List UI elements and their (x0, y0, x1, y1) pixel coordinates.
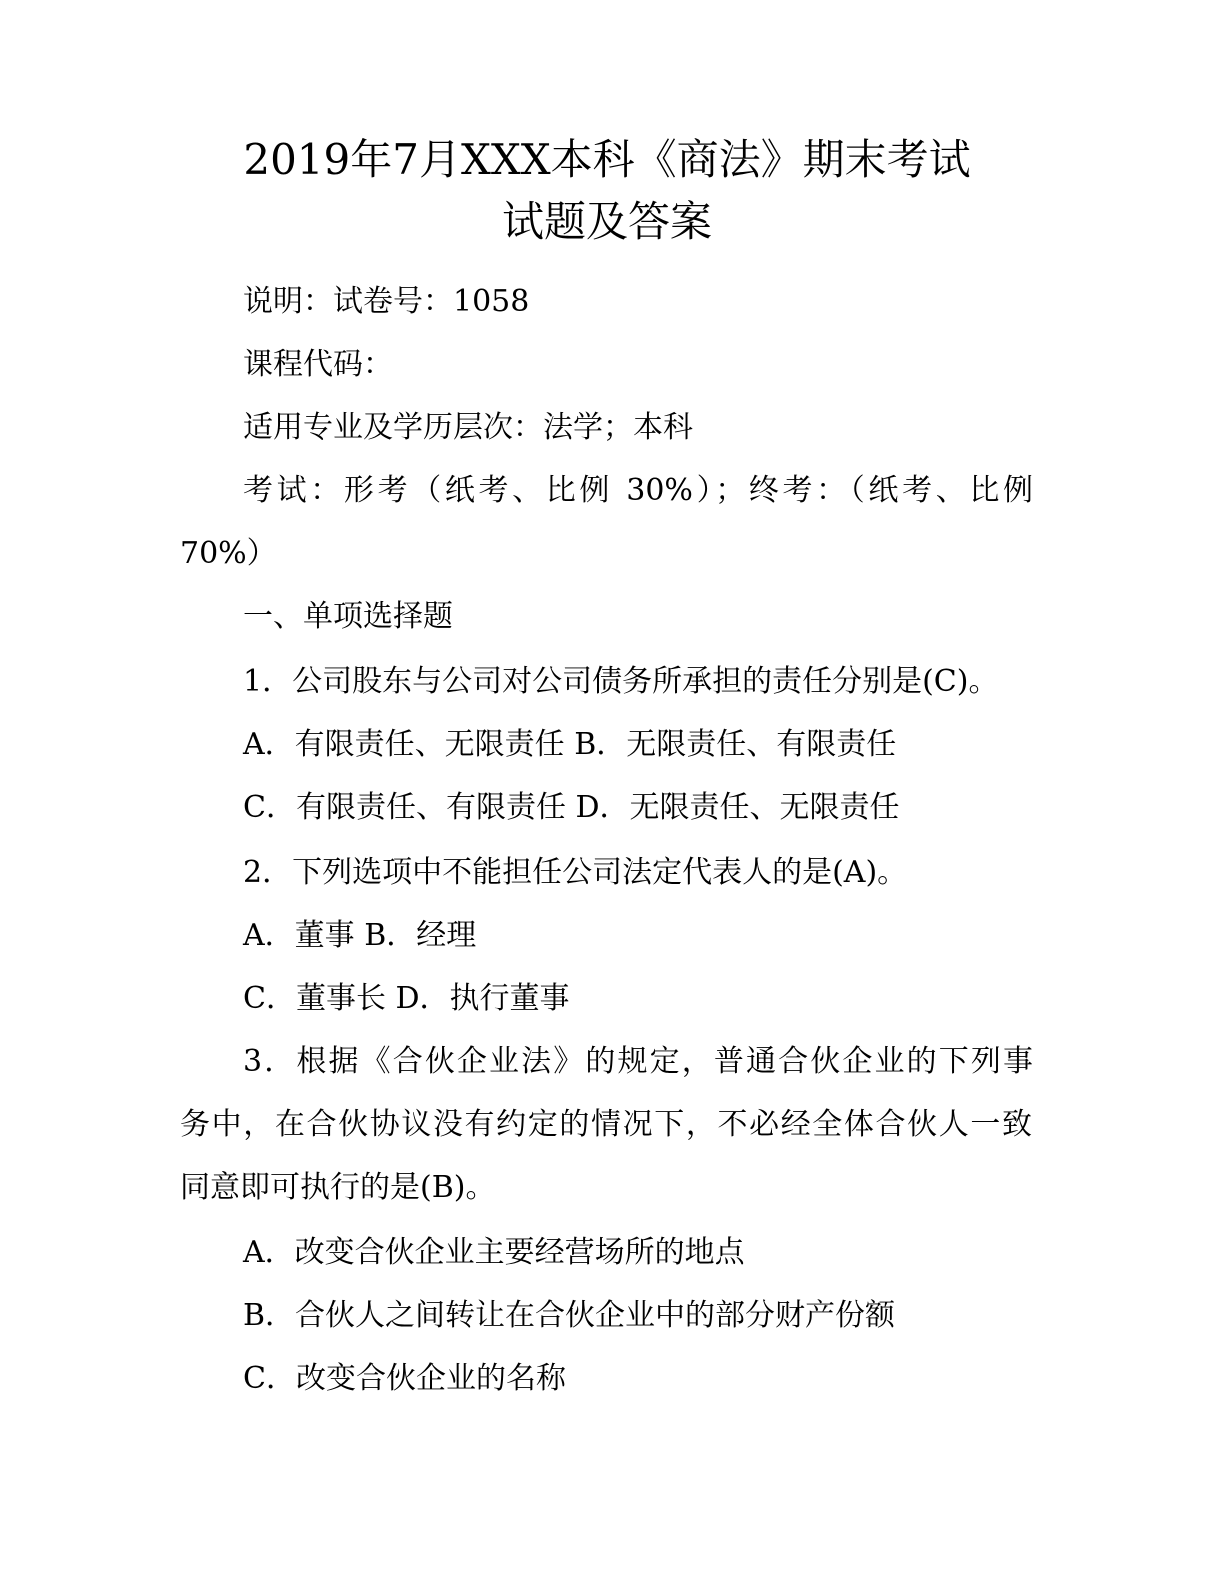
major-level: 适用专业及学历层次：法学；本科 (243, 410, 693, 445)
exam-mode-line-2: 70%） (180, 536, 277, 571)
exam-mode-line-1: 考试：形考（纸考、比例 30%）；终考：（纸考、比例 (243, 473, 1033, 508)
question-3-stem-line-1: 3．根据《合伙企业法》的规定，普通合伙企业的下列事 (243, 1044, 1033, 1079)
section-heading: 一、单项选择题 (243, 599, 453, 634)
question-1-options-ab: A．有限责任、无限责任 B．无限责任、有限责任 (243, 727, 897, 762)
question-1-options-cd: C．有限责任、有限责任 D．无限责任、无限责任 (243, 790, 900, 825)
document-title-line-1: 2019年7月XXX本科《商法》期末考试 (243, 135, 971, 184)
course-code: 课程代码： (243, 347, 393, 382)
question-2-stem: 2．下列选项中不能担任公司法定代表人的是(A)。 (243, 855, 908, 890)
question-1-stem: 1．公司股东与公司对公司债务所承担的责任分别是(C)。 (243, 664, 999, 699)
question-2-options-cd: C．董事长 D．执行董事 (243, 981, 570, 1016)
question-3-option-c: C．改变合伙企业的名称 (243, 1361, 566, 1396)
exam-number: 说明：试卷号：1058 (243, 284, 530, 319)
question-3-stem-line-3: 同意即可执行的是(B)。 (180, 1170, 496, 1205)
question-3-option-b: B．合伙人之间转让在合伙企业中的部分财产份额 (243, 1298, 896, 1333)
question-3-option-a: A．改变合伙企业主要经营场所的地点 (243, 1235, 745, 1270)
question-2-options-ab: A．董事 B．经理 (243, 918, 477, 953)
document-title-line-2: 试题及答案 (501, 197, 712, 246)
question-3-stem-line-2: 务中，在合伙协议没有约定的情况下，不必经全体合伙人一致 (180, 1107, 1032, 1142)
